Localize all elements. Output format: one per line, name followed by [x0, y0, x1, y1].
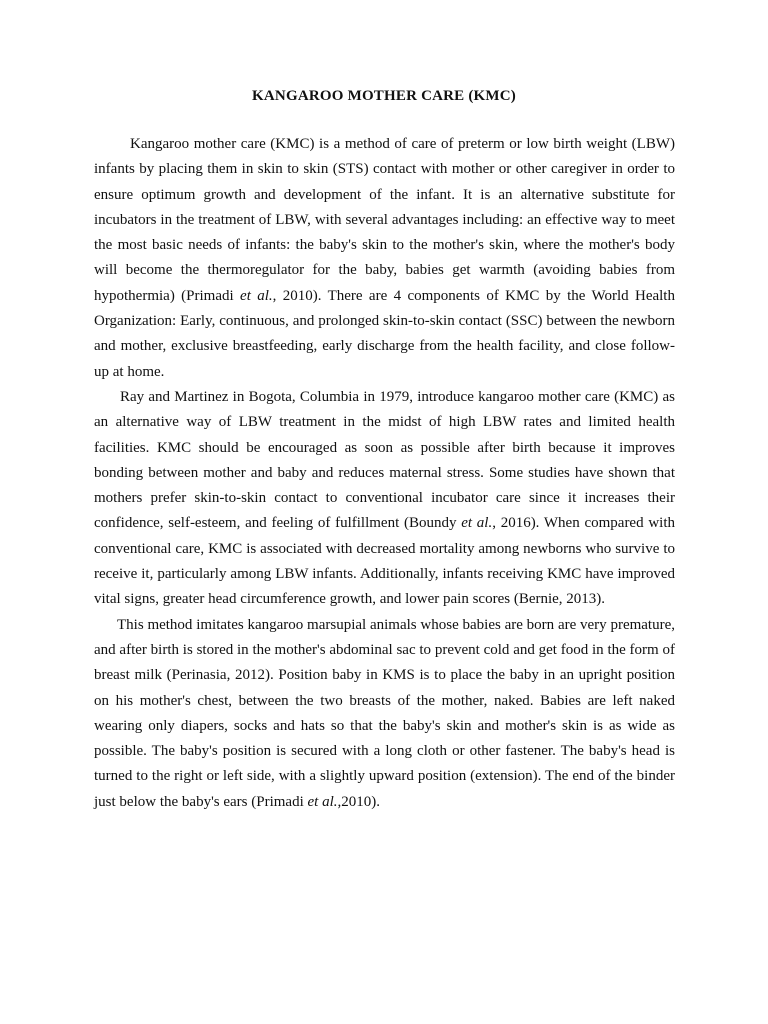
paragraph-2-citation-italic: et al.	[461, 515, 493, 532]
paragraph-1-text-a: Kangaroo mother care (KMC) is a method of care of preterm or low birth weight (LBW) infants by placing them in skin to skin (STS) contact with mother or other caregiver in order to ensure optimum growth and development of the infant. It is an alternative substitute for incubators in the treatment of LBW, with several advantages including: an effective way to meet the most basic needs of infants: the baby's skin to the mother's skin, where the mother's body will become the thermoregulator for the baby, babies get warmth (avoiding babies from hypothermia) (Primadi	[94, 136, 675, 304]
paragraph-3-text-b: ,2010).	[337, 793, 380, 810]
paragraph-3	[94, 613, 675, 815]
paragraph-3-text-a: This method imitates kangaroo marsupial animals whose babies are born are very premature, and after birth is stored in the mother's abdominal sac to prevent cold and get food in the form of breast milk (Perinasia, 2012). Position baby in KMS is to place the baby in an upright position on his mother's chest, between the two breasts of the mother, naked. Babies are left naked wearing only diapers, socks and hats so that the baby's skin and mother's skin is as wide as possible. The baby's position is secured with a long cloth or other fastener. The baby's head is turned to the right or left side, with a slightly upward position (extension). The end of the binder just below the baby's ears (Primadi	[94, 616, 675, 810]
paragraph-1-text-b: , 2010). There are 4 components of KMC by the World Health Organization: Early, continuous, and prolonged skin-to-skin contact (SSC) between the newborn and mother, exclusive breastfeeding, early discharge from the health facility, and close follow-up at home.	[94, 287, 675, 380]
paragraph-2	[94, 385, 675, 613]
paragraph-2-text-a: Ray and Martinez in Bogota, Columbia in 1979, introduce kangaroo mother care (KMC) as an alternative way of LBW treatment in the midst of high LBW rates and limited health facilities. KMC should be encouraged as soon as possible after birth because it improves bonding between mother and baby and reduces maternal stress. Some studies have shown that mothers prefer skin-to-skin contact to conventional incubator care since it increases their confidence, self-esteem, and feeling of fulfillment (Boundy	[94, 388, 675, 532]
document-title: KANGAROO MOTHER CARE (KMC)	[252, 88, 516, 104]
paragraph-1-citation-italic: et al.	[240, 287, 273, 304]
paragraph-1	[94, 132, 675, 385]
document-body	[94, 132, 675, 815]
paragraph-2-text-b: , 2016). When compared with conventional care, KMC is associated with decreased mortality among newborns who survive to receive it, particularly among LBW infants. Additionally, infants receiving KMC have improved vital signs, greater head circumference growth, and lower pain scores (Bernie, 2013).	[94, 515, 675, 608]
paragraph-3-citation-italic: et al.	[307, 793, 338, 810]
